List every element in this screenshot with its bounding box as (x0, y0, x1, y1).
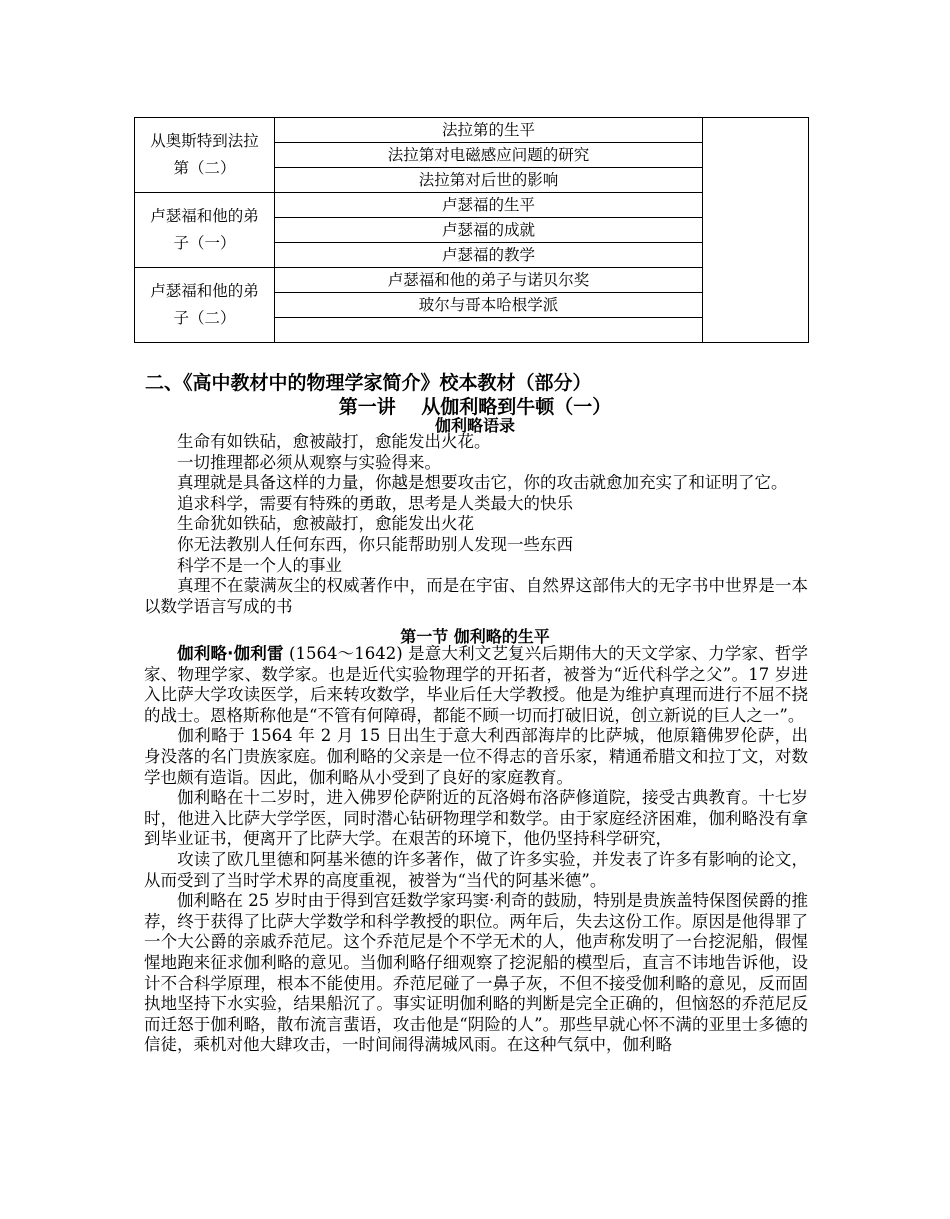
table-topic-cell (275, 318, 703, 343)
quote-item: 科学不是一个人的事业 (177, 555, 342, 575)
lecture-title: 第一讲 从伽利略到牛顿（一） (338, 396, 612, 418)
person-name: 伽利略·伽利雷 (177, 644, 284, 663)
table-group-title: 卢瑟福和他的弟子（一） (135, 193, 275, 268)
paragraph: 攻读了欧几里德和阿基米德的许多著作，做了许多实验，并发表了许多有影响的论文，从而受到了当时学术界的高度重视，被誉为“当代的阿基米德”。 (144, 849, 808, 890)
body-text (144, 644, 808, 1056)
paragraph: 伽利略于 1564 年 2 月 15 日出生于意大利西部海岸的比萨城，他原籍佛罗伦萨，出身没落的名门贵族家庭。伽利略的父亲是一位不得志的音乐家，精通希腊文和拉丁文，对数学也颇有造诣。因此，伽利略从小受到了良好的家庭教育。 (144, 726, 808, 787)
course-outline-table (134, 117, 809, 343)
paragraph: 伽利略在 25 岁时由于得到宫廷数学家玛窦·利奇的鼓励，特别是贵族盖特保图侯爵的推荐，终于获得了比萨大学数学和科学教授的职位。两年后，失去这份工作。原因是他得罪了一个大公爵的亲戚乔范尼。这个乔范尼是个不学无术的人，他声称发明了一台挖泥船，假惺惺地跑来征求伽利略的意见。当伽利略仔细观察了挖泥船的模型后，直言不讳地告诉他，设计不合科学原理，根本不能使用。乔范尼碰了一鼻子灰，不但不接受伽利略的意见，反而固执地坚持下水实验，结果船沉了。事实证明伽利略的判断是完全正确的，但恼怒的乔范尼反而迁怒于伽利略，散布流言蜚语，攻击他是“阴险的人”。那些早就心怀不满的亚里士多德的信徒，乘机对他大肆攻击，一时间闹得满城风雨。在这种气氛中，伽利略 (144, 891, 808, 1055)
table-notes-cell (703, 118, 809, 343)
quotes-heading: 伽利略语录 (434, 416, 515, 435)
quote-item: 一切推理都必须从观察与实验得来。 (177, 452, 441, 472)
table-topic-cell: 法拉第对后世的影响 (275, 168, 703, 193)
table-group-title: 从奥斯特到法拉第（二） (135, 118, 275, 193)
quote-item: 追求科学，需要有特殊的勇敢，思考是人类最大的快乐 (177, 493, 573, 513)
table-topic-cell: 卢瑟福和他的弟子与诺贝尔奖 (275, 268, 703, 293)
table-topic-cell: 卢瑟福的教学 (275, 243, 703, 268)
quote-item: 真理不在蒙满灰尘的权威著作中，而是在宇宙、自然界这部伟大的无字书中世界是一本以数学语言写成的书 (144, 576, 808, 616)
quote-item: 生命有如铁砧，愈被敲打，愈能发出火花。 (177, 432, 491, 451)
table-topic-cell: 卢瑟福的生平 (275, 193, 703, 218)
table-row (135, 118, 809, 143)
quote-item: 生命犹如铁砧，愈被敲打，愈能发出火花 (177, 514, 474, 534)
quote-item: 真理就是具备这样的力量，你越是想要攻击它，你的攻击就愈加充实了和证明了它。 (177, 473, 788, 493)
paragraph: 伽利略在十二岁时，进入佛罗伦萨附近的瓦洛姆布洛萨修道院，接受古典教育。十七岁时，他进入比萨大学学医，同时潜心钻研物理学和数学。由于家庭经济困难，伽利略没有拿到毕业证书，便离开了比萨大学。在艰苦的环境下，他仍坚持科学研究， (144, 788, 808, 849)
table-topic-cell: 玻尔与哥本哈根学派 (275, 293, 703, 318)
paragraph: 伽利略·伽利雷 (1564～1642) 是意大利文艺复兴后期伟大的天文学家、力学家、哲学家、物理学家、数学家。也是近代实验物理学的开拓者，被誉为“近代科学之父”。17 岁进入比萨大学攻读医学，后来转攻数学，毕业后任大学教授。他是为维护真理而进行不屈不挠的战士。恩格斯称他是“不管有何障碍，都能不顾一切而打破旧说，创立新说的巨人之一”。 (144, 644, 808, 725)
table-topic-cell: 法拉第的生平 (275, 118, 703, 143)
table-group-title: 卢瑟福和他的弟子（二） (135, 268, 275, 343)
section-one-heading: 第一节 伽利略的生平 (400, 627, 550, 646)
quote-list (144, 432, 808, 617)
quote-item: 你无法教别人任何东西，你只能帮助别人发现一些东西 (177, 534, 573, 554)
section-heading: 二、《高中教材中的物理学家简介》校本教材（部分） (145, 372, 592, 394)
table-topic-cell: 法拉第对电磁感应问题的研究 (275, 143, 703, 168)
table-topic-cell: 卢瑟福的成就 (275, 218, 703, 243)
